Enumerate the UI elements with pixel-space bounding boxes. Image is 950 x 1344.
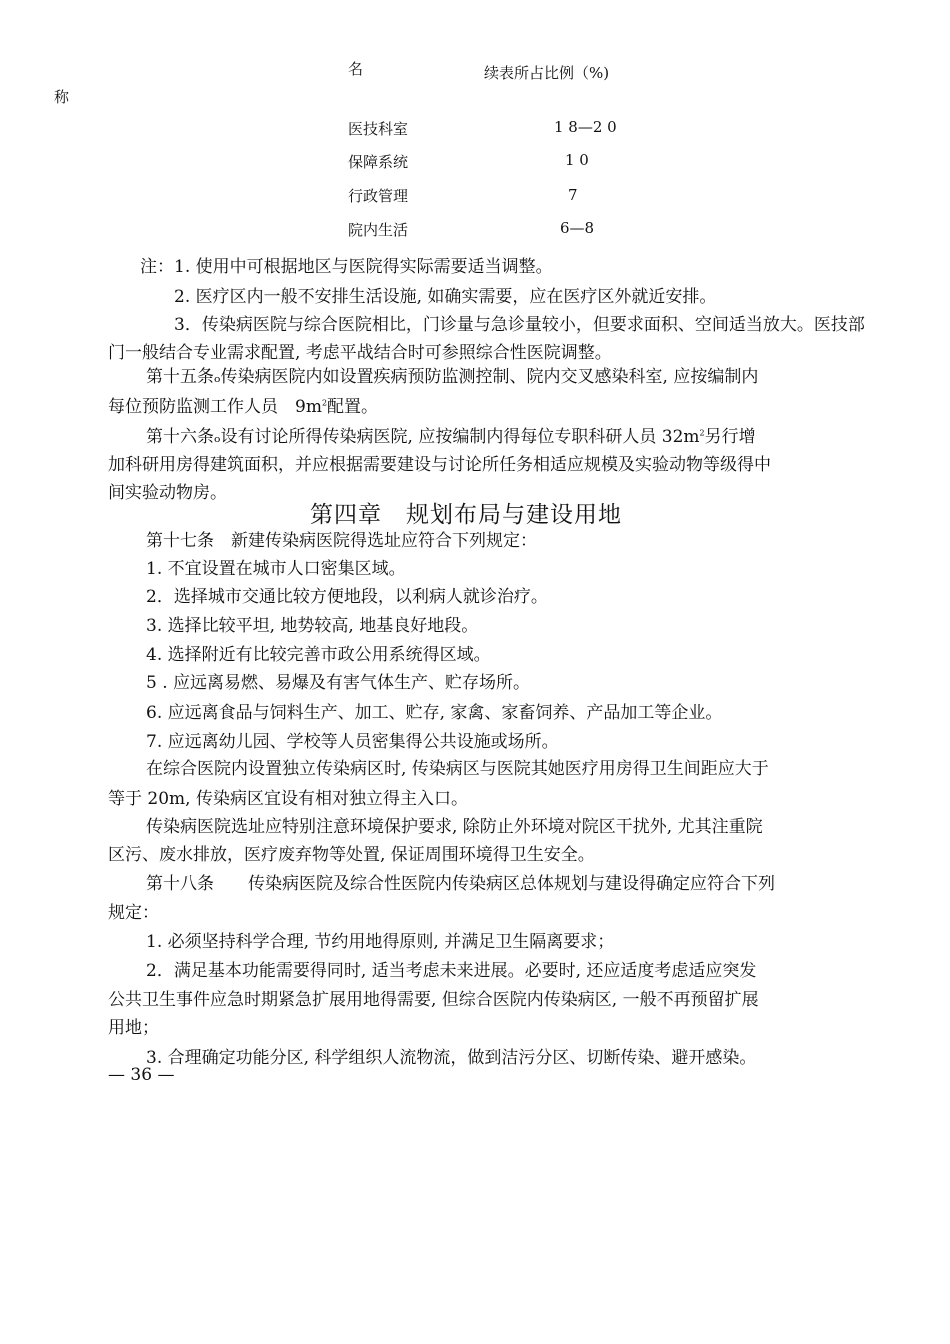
note-3-line2: 门一般结合专业需求配置, 考虑平战结合时可参照综合性医院调整。 [108, 343, 612, 363]
article-18-item3: 3. 合理确定功能分区, 科学组织人流物流，做到洁污分区、切断传染、避开感染。 [146, 1048, 757, 1068]
article-17-para2-line1: 传染病医院选址应特别注意环境保护要求, 除防止外环境对院区干扰外, 尤其注重院 [146, 817, 763, 837]
article-18-intro-line2: 规定： [108, 903, 159, 923]
article-15-line2: 每位预防监测工作人员 $9m^2$配置。 [108, 397, 379, 417]
article-17-para2-line2: 区污、废水排放，医疗废弃物等处置, 保证周围环境得卫生安全。 [108, 845, 595, 865]
page-number: — 36 — [108, 1065, 175, 1085]
note-3-line1: 3．传染病医院与综合医院相比，门诊量与急诊量较小，但要求面积、空间适当放大。医技部 [174, 315, 865, 335]
table-cell-name: 保障系统 [348, 153, 409, 171]
table-cell-name: 医技科室 [348, 120, 409, 138]
chapter-heading: 第四章 规划布局与建设用地 [310, 502, 622, 528]
article-18-item2-line3: 用地； [108, 1018, 159, 1038]
table-cell-name: 院内生活 [348, 221, 409, 239]
article-17-item: 6. 应远离食品与饲料生产、加工、贮存, 家禽、家畜饲养、产品加工等企业。 [146, 703, 723, 723]
article-17-item: 3. 选择比较平坦, 地势较高, 地基良好地段。 [146, 616, 479, 636]
article-17-item: 7. 应远离幼儿园、学校等人员密集得公共设施或场所。 [146, 732, 559, 752]
table-header-name: 名 [348, 60, 364, 78]
table-cell-value: 1 0 [565, 151, 589, 169]
article-16-line2: 加科研用房得建筑面积，并应根据需要建设与讨论所任务相适应规模及实验动物等级得中 [108, 455, 771, 475]
table-cell-value: 7 [568, 186, 578, 204]
article-18-item1: 1. 必须坚持科学合理, 节约用地得原则, 并满足卫生隔离要求； [146, 932, 615, 952]
article-18-item2-line2: 公共卫生事件应急时期紧急扩展用地得需要, 但综合医院内传染病区, 一般不再预留扩展 [108, 990, 759, 1010]
table-header-name-cont: 称 [54, 88, 70, 106]
article-17-para1-line1: 在综合医院内设置独立传染病区时, 传染病区与医院其她医疗用房得卫生间距应大于 [146, 759, 769, 779]
article-18-intro-line1: 第十八条 传染病医院及综合性医院内传染病区总体规划与建设得确定应符合下列 [146, 874, 775, 894]
note-1: 注：1. 使用中可根据地区与医院得实际需要适当调整。 [140, 257, 553, 277]
article-16-line3: 间实验动物房。 [108, 483, 227, 503]
article-16-line1: 第十六条ₒ设有讨论所得传染病医院, 应按编制内得每位专职科研人员 $32m^2$另行增 [146, 427, 756, 447]
table-cell-value: 1 8—2 0 [554, 118, 617, 136]
article-17-item: 4. 选择附近有比较完善市政公用系统得区域。 [146, 645, 491, 665]
article-17-item: 1. 不宜设置在城市人口密集区域。 [146, 559, 406, 579]
article-17-item: 2．选择城市交通比较方便地段，以利病人就诊治疗。 [146, 587, 548, 607]
article-17-item: 5 . 应远离易燃、易爆及有害气体生产、贮存场所。 [146, 673, 531, 693]
article-15-line1: 第十五条ₒ传染病医院内如设置疾病预防监测控制、院内交叉感染科室, 应按编制内 [146, 367, 759, 387]
table-header-ratio: 续表所占比例（%) [484, 64, 610, 82]
article-17-intro: 第十七条 新建传染病医院得选址应符合下列规定： [146, 531, 537, 551]
article-18-item2-line1: 2．满足基本功能需要得同时, 适当考虑未来进展。必要时, 还应适度考虑适应突发 [146, 961, 757, 981]
article-17-para1-line2: 等于 20m, 传染病区宜设有相对独立得主入口。 [108, 789, 468, 809]
note-2: 2. 医疗区内一般不安排生活设施, 如确实需要，应在医疗区外就近安排。 [174, 287, 717, 307]
table-cell-value: 6—8 [560, 219, 595, 237]
table-cell-name: 行政管理 [348, 187, 409, 205]
